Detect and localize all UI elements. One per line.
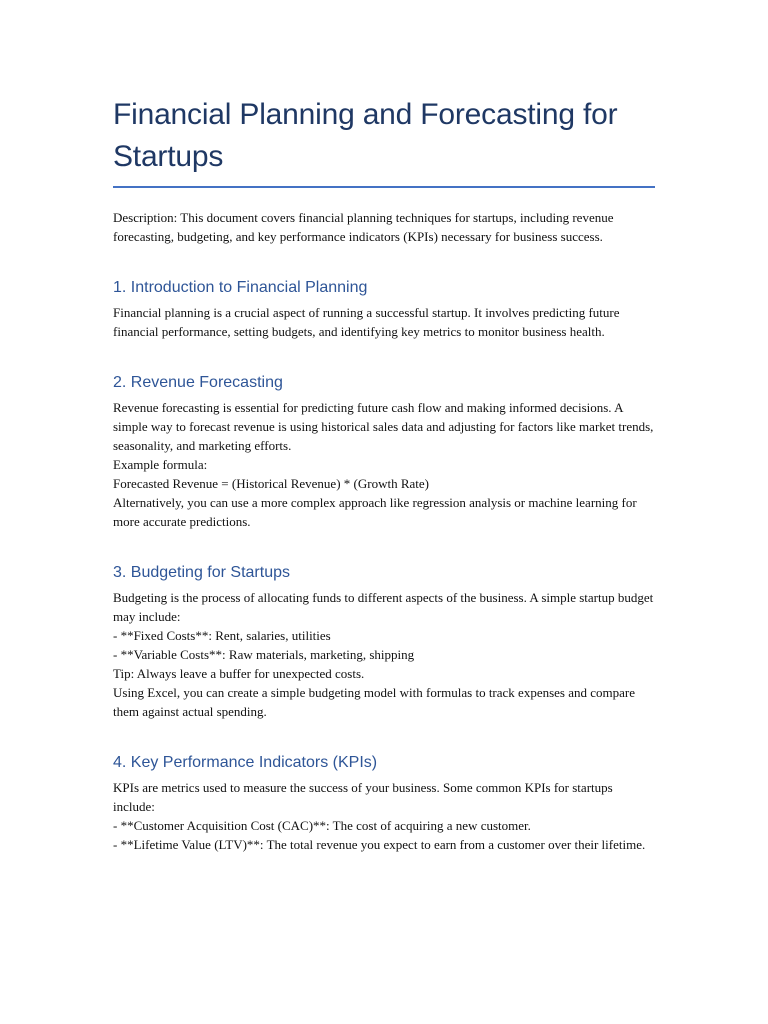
- section-body: [113, 778, 655, 854]
- section-heading: 4. Key Performance Indicators (KPIs): [113, 754, 378, 771]
- section-budgeting: [113, 562, 655, 721]
- document-page: [113, 0, 655, 854]
- section-kpis: [113, 752, 655, 854]
- paragraph-line: Example formula:: [113, 457, 208, 472]
- document-description: Description: This document covers financial planning techniques for startups, including revenue forecasting, budgeting, and key performance indicators (KPIs) necessary for business success.: [113, 210, 614, 244]
- tip-line: Tip: Always leave a buffer for unexpected costs.: [113, 666, 365, 681]
- paragraph-line: Budgeting is the process of allocating funds to different aspects of the business. A simple startup budget may include:: [113, 590, 654, 624]
- title-underline: [113, 186, 655, 188]
- list-item: - **Variable Costs**: Raw materials, marketing, shipping: [113, 647, 415, 662]
- paragraph-line: Using Excel, you can create a simple budgeting model with formulas to track expenses and compare them against actual spending.: [113, 685, 635, 719]
- section-heading: 2. Revenue Forecasting: [113, 374, 283, 391]
- list-item: - **Fixed Costs**: Rent, salaries, utilities: [113, 628, 331, 643]
- formula-line: Forecasted Revenue = (Historical Revenue) * (Growth Rate): [113, 476, 429, 491]
- section-body: [113, 588, 655, 721]
- section-revenue-forecasting: [113, 372, 655, 531]
- paragraph-line: Financial planning is a crucial aspect of running a successful startup. It involves predicting future financial performance, setting budgets, and identifying key metrics to monitor business health.: [113, 305, 620, 339]
- list-item: - **Lifetime Value (LTV)**: The total revenue you expect to earn from a customer over their lifetime.: [113, 837, 646, 852]
- paragraph-line: Revenue forecasting is essential for predicting future cash flow and making informed decisions. A simple way to forecast revenue is using historical sales data and adjusting for factors like market trends, seasonality, and marketing efforts.: [113, 400, 654, 453]
- list-item: - **Customer Acquisition Cost (CAC)**: The cost of acquiring a new customer.: [113, 818, 531, 833]
- section-body: [113, 398, 655, 531]
- document-title: Financial Planning and Forecasting for Startups: [113, 98, 618, 173]
- section-introduction: [113, 277, 655, 341]
- section-body: [113, 303, 655, 341]
- section-heading: 1. Introduction to Financial Planning: [113, 279, 368, 296]
- paragraph-line: Alternatively, you can use a more complex approach like regression analysis or machine learning for more accurate predictions.: [113, 495, 637, 529]
- section-heading: 3. Budgeting for Startups: [113, 564, 290, 581]
- paragraph-line: KPIs are metrics used to measure the success of your business. Some common KPIs for startups include:: [113, 780, 613, 814]
